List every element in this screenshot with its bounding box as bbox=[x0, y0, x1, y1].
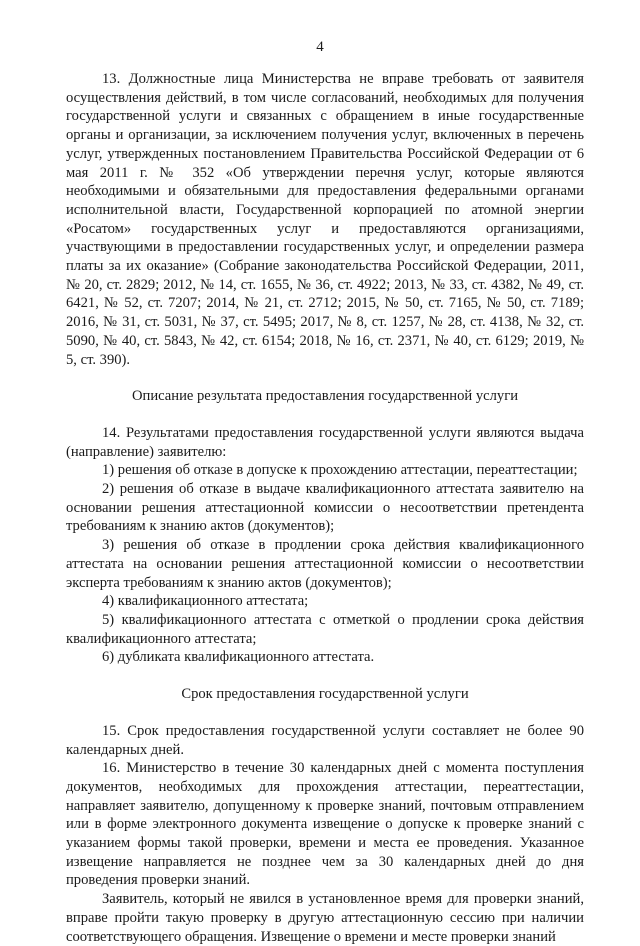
paragraph-14-item-4: 4) квалификационного аттестата; bbox=[102, 593, 309, 610]
paragraph-14-item-5: 5) квалификационного аттестата с отметкой о продлении срока действия квалификационного аттестата; bbox=[66, 611, 584, 647]
section-heading-result: Описание результата предоставления государственной услуги bbox=[131, 388, 519, 405]
document-body bbox=[66, 70, 584, 946]
paragraph-14-item-1: 1) решения об отказе в допуске к прохождению аттестации, переаттестации; bbox=[102, 462, 578, 479]
paragraph-14-item-6: 6) дубликата квалификационного аттестата. bbox=[102, 649, 375, 666]
section-heading-term: Срок предоставления государственной услуги bbox=[181, 686, 469, 703]
paragraph-14-item-3: 3) решения об отказе в продлении срока действия квалификационного аттестата на основании решения аттестационной комиссии о несоответствии эксперта требованиям к знанию актов (документов); bbox=[66, 537, 584, 591]
paragraph-14: 14. Результатами предоставления государственной услуги являются выдача (направление) заявителю: bbox=[66, 424, 584, 460]
paragraph-14-item-2: 2) решения об отказе в выдаче квалификационного аттестата заявителю на основании решения аттестационной комиссии о несоответствии претендента требованиям к знанию актов (документов); bbox=[66, 481, 584, 535]
paragraph-16: 16. Министерство в течение 30 календарных дней с момента поступления документов, необходимых для прохождения аттестации, переаттестации, направляет заявителю, допущенному к проверке знаний, почтовым отправлением или в форме электронного документа извещение о допуске к проверке знаний с указанием формы такой проверки, времени и места ее проведения. Указанное извещение направляется не позднее чем за 30 календарных дней до дня проведения проверки знаний. bbox=[66, 760, 584, 889]
paragraph-16-continued: Заявитель, который не явился в установленное время для проверки знаний, вправе пройти такую проверку в другую аттестационную сессию при наличии соответствующего обращения. Извещение о времени и месте проверки знаний bbox=[66, 891, 584, 945]
paragraph-15: 15. Срок предоставления государственной услуги составляет не более 90 календарных дней. bbox=[66, 722, 584, 758]
page-number: 4 bbox=[316, 39, 324, 55]
paragraph-13: 13. Должностные лица Министерства не вправе требовать от заявителя осуществления действий, в том числе согласований, необходимых для получения государственной услуги и связанных с обращением в иные государственные органы и организации, за исключением получения услуг, включенных в перечень услуг, утвержденных постановлением Правительства Российской Федерации от 6 мая 2011 г. № 352 «Об утверждении перечня услуг, которые являются необходимыми и обязательными для предоставления федеральными органами исполнительной власти, Государственной корпорацией по атомной энергии «Росатом» государственных услуг и предоставляются организациями, участвующими в предоставлении государственных услуг, и определении размера платы за их оказание» (Собрание законодательства Российской Федерации, 2011, № 20, ст. 2829; 2012, № 14, ст. 1655, № 36, ст. 4922; 2013, № 33, ст. 4382, № 49, ст. 6421, № 52, ст. 7207; 2014, № 21, ст. 2712; 2015, № 50, ст. 7165, № 50, ст. 7189; 2016, № 31, ст. 5031, № 37, ст. 5495; 2017, № 8, ст. 1257, № 28, ст. 4138, № 32, ст. 5090, № 40, ст. 5843, № 42, ст. 6154; 2018, № 16, ст. 2371, № 40, ст. 6129; 2019, № 5, ст. 390). bbox=[66, 71, 584, 368]
